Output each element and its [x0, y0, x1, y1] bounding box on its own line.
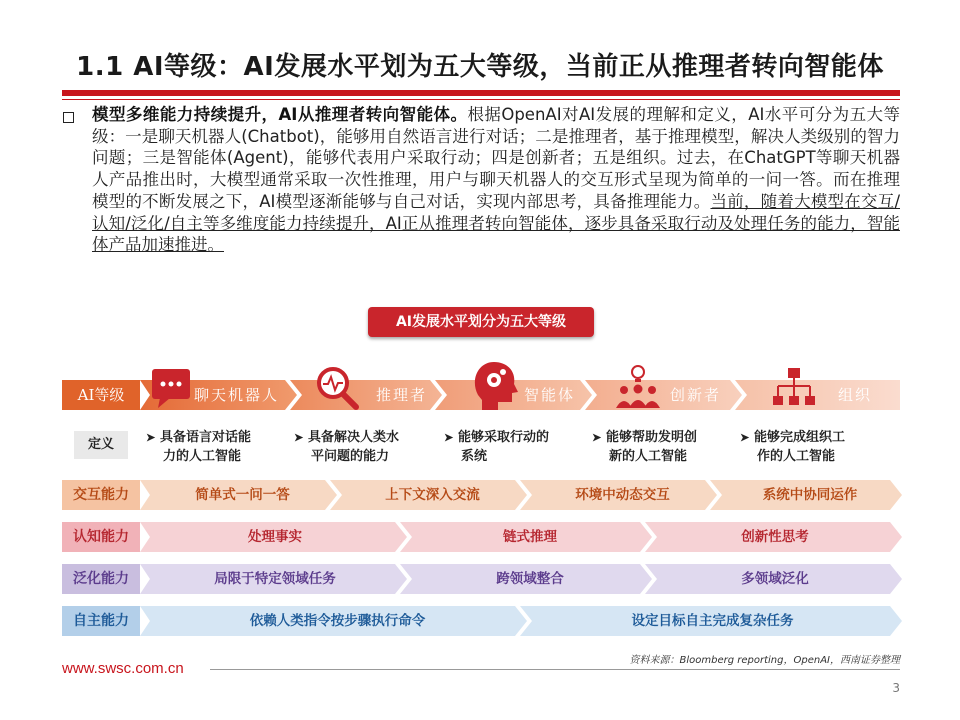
definition-2: ➤ 具备解决人类水 平问题的能力	[294, 430, 400, 464]
paragraph-underlined: 当前，随着大模型在交互/认知/泛化/自主等多维度能力持续提升，AI正从推理者转向智能体，逐步具备采取行动及处理任务的能力，智能体产品加速推进。	[92, 191, 900, 255]
team-idea-icon	[616, 366, 660, 408]
generalization-label: 泛化能力	[62, 564, 140, 594]
level-name-1: 聊天机器人	[194, 386, 280, 404]
level-name-3: 智能体	[524, 386, 576, 404]
level-chevron-5	[735, 380, 900, 410]
interaction-label: 交互能力	[62, 480, 140, 510]
level-row-label: AI等级	[62, 380, 140, 410]
org-chart-icon	[773, 368, 815, 405]
generalization-stage-1: 局限于特定领域任务	[214, 571, 336, 587]
generalization-stage-2: 跨领域整合	[496, 571, 564, 587]
level-name-5: 组织	[838, 386, 873, 404]
paragraph-body: 根据OpenAI对AI发展的理解和定义，AI水平可分为五大等级：一是聊天机器人(Chatbot)，能够用自然语言进行对话；二是推理者，基于推理模型，解决人类级别的智力问题；三是智能体(Agent)，能够代表用户采取行动；四是创新者；五是组织。过去，在ChatGPT等聊天机器人产品推出时，大模型通常采取一次性推理，用户与聊天机器人的交互形式呈现为简单的一问一答。而在推理模型的不断发展之下，AI模型逐渐能够与自己对话，实现内部思考，具备推理能力。	[92, 105, 900, 211]
level-name-4: 创新者	[670, 386, 722, 404]
source-note: 资料来源：Bloomberg reporting，OpenAI，西南证券整理	[629, 655, 900, 666]
definition-5: ➤ 能够完成组织工 作的人工智能	[740, 430, 846, 464]
footer-divider	[210, 669, 900, 670]
definition-1: ➤ 具备语言对话能 力的人工智能	[146, 430, 252, 464]
paragraph-lead: 模型多维能力持续提升，AI从推理者转向智能体。	[92, 105, 468, 124]
autonomy-stage-2: 设定目标自主完成复杂任务	[631, 613, 794, 629]
interaction-stage-3: 环境中动态交互	[575, 487, 670, 503]
level-name-2: 推理者	[376, 386, 428, 404]
generalization-stage-3: 多领域泛化	[741, 571, 809, 587]
cognition-label: 认知能力	[62, 522, 140, 552]
footer-website-link[interactable]: www.swsc.com.cn	[62, 660, 184, 677]
cognition-stage-2: 链式推理	[503, 529, 557, 545]
page-number: 3	[892, 681, 900, 695]
interaction-stage-4: 系统中协同运作	[762, 487, 858, 503]
autonomy-label: 自主能力	[62, 606, 140, 636]
interaction-stage-1: 简单式一问一答	[195, 487, 290, 503]
definition-4: ➤ 能够帮助发明创 新的人工智能	[592, 430, 698, 464]
cognition-stage-1: 处理事实	[248, 529, 302, 545]
page-title: 1.1 AI等级：AI发展水平划为五大等级，当前正从推理者转向智能体	[76, 52, 884, 82]
definition-label: 定义	[74, 431, 128, 459]
cognition-stage-3: 创新性思考	[741, 529, 809, 545]
interaction-stage-2: 上下文深入交流	[385, 487, 480, 503]
autonomy-stage-1: 依赖人类指令按步骤执行命令	[249, 613, 426, 629]
chart-title: AI发展水平划分为五大等级	[368, 307, 594, 337]
definition-3: ➤ 能够采取行动的 系统	[444, 430, 550, 464]
